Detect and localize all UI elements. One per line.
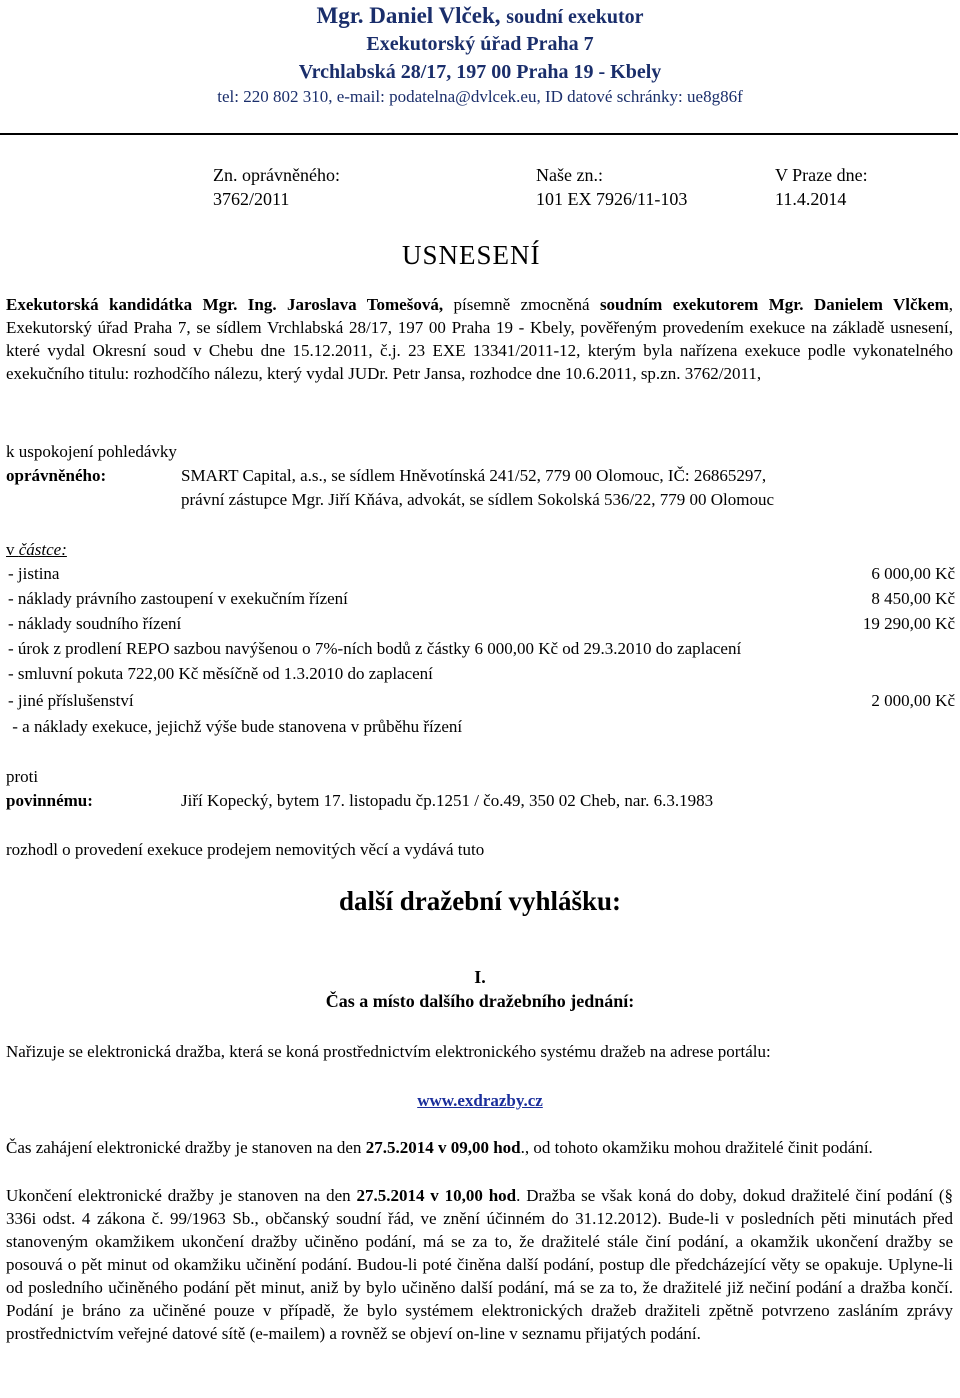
section-heading: Čas a místo dalšího dražebního jednání: (325, 991, 635, 1011)
intro-text-a: písemně zmocněná (443, 295, 600, 314)
portal-link-text[interactable]: www.exdrazby.cz (417, 1091, 543, 1110)
amount-row (8, 637, 955, 660)
amount-value: 8 450,00 Kč (871, 589, 955, 608)
zahajeni-text-a: Čas zahájení elektronické dražby je stanoven na den (6, 1138, 366, 1157)
executor-name-text: Mgr. Daniel Vlček, (316, 3, 501, 28)
opravneny-label: oprávněného: (6, 466, 107, 485)
header-divider (0, 133, 958, 135)
amount-label: - jiné příslušenství (8, 691, 134, 710)
amount-row (8, 689, 955, 712)
narizuje-text: Nařizuje se elektronická dražba, která se koná prostřednictvím elektronického systému dražeb na adrese portálu: (6, 1042, 771, 1061)
amount-label: - náklady právního zastoupení v exekučním řízení (8, 589, 348, 608)
office-contact: tel: 220 802 310, e-mail: podatelna@dvlcek.eu, ID datové schránky: ue8g86f (217, 87, 743, 106)
opravneny-line1: SMART Capital, a.s., se sídlem Hněvotínská 241/52, 779 00 Olomouc, IČ: 26865297, (181, 466, 767, 485)
amount-value: 19 290,00 Kč (862, 614, 955, 633)
ref-date-label: V Praze dne: (775, 165, 868, 185)
zahajeni-paragraph (6, 1136, 953, 1159)
castka-label-b: částce: (18, 540, 67, 559)
amount-row (8, 715, 955, 738)
ref-date-value: 11.4.2014 (775, 189, 847, 209)
zahajeni-date: 27.5.2014 v 09,00 hod (365, 1138, 521, 1157)
intro-bold-b: soudním exekutorem Mgr. Danielem Vlčkem (599, 295, 949, 314)
amount-row (8, 612, 955, 635)
portal-link[interactable] (0, 1089, 960, 1112)
uspokojeni-text: k uspokojení pohledávky (6, 442, 177, 461)
ref-opravneny-label: Zn. oprávněného: (213, 165, 340, 185)
povinny-label: povinnému: (6, 791, 93, 810)
ref-nase-value: 101 EX 7926/11-103 (536, 189, 688, 209)
povinny-value: Jiří Kopecký, bytem 17. listopadu čp.1251 / čo.49, 350 02 Cheb, nar. 6.3.1983 (181, 791, 714, 810)
ref-nase-label: Naše zn.: (536, 165, 603, 185)
castka-label (6, 538, 67, 561)
ukonceni-paragraph (6, 1184, 953, 1345)
ukonceni-text-a: Ukončení elektronické dražby je stanoven na den (6, 1186, 357, 1205)
rozhodl-text: rozhodl o provedení exekuce prodejem nemovitých věcí a vydává tuto (6, 840, 485, 859)
opravneny-line2: právní zástupce Mgr. Jiří Kňáva, advokát, se sídlem Sokolská 536/22, 779 00 Olomouc (181, 490, 775, 509)
amount-row (8, 587, 955, 610)
executor-role: soudní exekutor (506, 6, 644, 28)
executor-name (0, 2, 960, 31)
amount-row (8, 662, 955, 685)
castka-label-a: v (6, 540, 19, 559)
office-name: Exekutorský úřad Praha 7 (366, 33, 594, 55)
intro-bold-a: Exekutorská kandidátka Mgr. Ing. Jaroslava Tomešová, (6, 295, 444, 314)
amount-label: - smluvní pokuta 722,00 Kč měsíčně od 1.3.2010 do zaplacení (8, 664, 433, 683)
amount-row (8, 562, 955, 585)
amount-value: 2 000,00 Kč (871, 691, 955, 710)
ukonceni-text-c: . Dražba se však koná do doby, dokud dražitelé činí podání (§ 336i odst. 4 zákona č. 99/1963 Sb., občanský soudní řád, ve znění účinném do 31.12.2012). Bude-li v posledních pěti minutách před stanoveným okamžikem ukončení dražby učiněno podání, má se za to, že dražitelé stále činí podání, a okamžik ukončení dražby se posouvá o pět minut od okamžiku učinění podání. Budou-li poté činěna další podání, postup dle předcházející věty se opakuje. Uplyne-li od posledního učiněného podání pět minut, aniž by bylo učiněno další podání, má se za to, že dražitelé již nečiní podání a dražba končí. Podání je bráno za učiněné pouze v případě, že bylo systémem elektronických dražeb dražiteli zpětně potvrzeno zasláním zprávy prostřednictvím veřejné datové sítě (e-mailem) a rovněž se objeví on-line v seznamu přijatých podání. (6, 1186, 953, 1343)
amount-label: - a náklady exekuce, jejichž výše bude stanovena v průběhu řízení (8, 717, 463, 736)
office-address: Vrchlabská 28/17, 197 00 Praha 19 - Kbely (298, 61, 662, 83)
usneseni-title: USNESENÍ (402, 240, 541, 270)
intro-paragraph (6, 293, 953, 385)
ref-opravneny-value: 3762/2011 (213, 189, 290, 209)
intro-text-b: , Exekutorský úřad Praha 7, se sídlem Vrchlabská 28/17, 197 00 Praha 19 - Kbely, pověřeným provedením exekuce na základě usnesení, které vydal Okresní soud v Chebu dne 15.12.2011, č.j. 23 EXE 13341/2011-12, kterým byla nařízena exekuce podle vykonatelného exekučního titulu: rozhodčího nálezu, který vydal JUDr. Petr Jansa, rozhodce dne 10.6.2011, sp.zn. 3762/2011, (6, 295, 953, 383)
zahajeni-text-c: ., od tohoto okamžiku mohou dražitelé činit podání. (520, 1138, 873, 1157)
amount-label: - jistina (8, 564, 60, 583)
proti-text: proti (6, 767, 39, 786)
amount-label: - náklady soudního řízení (8, 614, 182, 633)
section-number: I. (474, 967, 486, 987)
ukonceni-date: 27.5.2014 v 10,00 hod (356, 1186, 517, 1205)
amount-value: 6 000,00 Kč (871, 564, 955, 583)
vyhlaska-title: další dražební vyhlášku: (338, 886, 622, 916)
amount-label: - úrok z prodlení REPO sazbou navýšenou o 7%-ních bodů z částky 6 000,00 Kč od 29.3.2010 do zaplacení (8, 639, 742, 658)
